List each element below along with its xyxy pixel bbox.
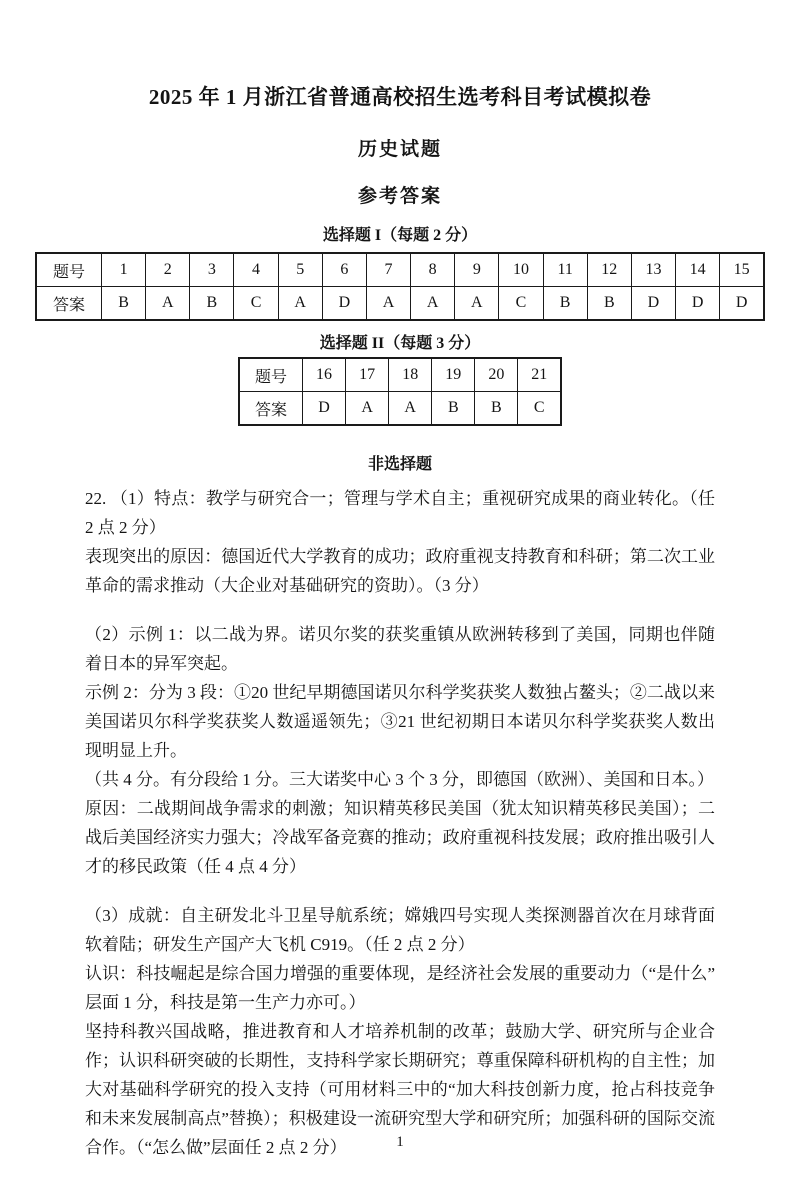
answer-cell: A (411, 287, 455, 321)
answer-cell: C (499, 287, 543, 321)
answer-cell: C (518, 392, 561, 426)
answer-cell: D (676, 287, 720, 321)
answer-cell: D (322, 287, 366, 321)
answer-paragraph: （3）成就：自主研发北斗卫星导航系统；嫦娥四号实现人类探测器首次在月球背面软着陆；研发生产国产大飞机 C919。（任 2 点 2 分） (85, 906, 715, 954)
reference-answer-heading: 参考答案 (357, 186, 442, 207)
essay-answers (85, 484, 715, 1162)
answer-cell: A (455, 287, 499, 321)
paragraph-gap (85, 600, 715, 620)
row-header-cell: 题号 (239, 358, 303, 392)
question-number-cell: 12 (587, 253, 631, 287)
row-header-cell: 答案 (36, 287, 102, 321)
answer-cell: B (543, 287, 587, 321)
question-number-cell: 4 (234, 253, 278, 287)
answer-paragraph: （共 4 分。有分段给 1 分。三大诺奖中心 3 个 3 分，即德国（欧洲）、美国和日本。） (85, 770, 714, 789)
question-number-row (36, 253, 764, 287)
answer-paragraph: 表现突出的原因：德国近代大学教育的成功；政府重视支持教育和科研；第二次工业革命的需求推动（大企业对基础研究的资助）。（3 分） (85, 547, 715, 595)
answer-paragraph: 坚持科教兴国战略，推进教育和人才培养机制的改革；鼓励大学、研究所与企业合作；认识科研突破的长期性，支持科学家长期研究；尊重保障科研机构的自主性；加大对基础科学研究的投入支持（可用材料三中的“加大科技创新力度，抢占科技竞争和未来发展制高点”替换）；积极建设一流研究型大学和研究所；加强科研的国际交流合作。（“怎么做”层面任 2 点 2 分） (85, 1022, 715, 1157)
page-title: 2025 年 1 月浙江省普通高校招生选考科目考试模拟卷 (148, 85, 652, 109)
question-number-cell: 8 (411, 253, 455, 287)
paragraph-gap (85, 881, 715, 901)
choice2-answer-table (238, 357, 562, 426)
question-number-cell: 13 (631, 253, 675, 287)
page-number: 1 (396, 1134, 404, 1150)
question-number-cell: 20 (475, 358, 518, 392)
answer-cell: B (102, 287, 146, 321)
answer-cell: B (190, 287, 234, 321)
question-number-cell: 3 (190, 253, 234, 287)
answer-row (36, 287, 764, 321)
answer-cell: D (303, 392, 346, 426)
question-number-cell: 11 (543, 253, 587, 287)
answer-cell: D (631, 287, 675, 321)
question-number-cell: 10 (499, 253, 543, 287)
question-number-row (239, 358, 561, 392)
row-header-cell: 答案 (239, 392, 303, 426)
question-number-cell: 16 (303, 358, 346, 392)
answer-paragraph: （2）示例 1：以二战为界。诺贝尔奖的获奖重镇从欧洲转移到了美国，同期也伴随着日本的异军突起。 (85, 625, 715, 673)
choice2-heading: 选择题 II（每题 3 分） (319, 335, 481, 352)
row-header-cell: 题号 (36, 253, 102, 287)
answer-cell: B (587, 287, 631, 321)
choice1-heading: 选择题 I（每题 2 分） (322, 227, 478, 244)
question-number-cell: 17 (346, 358, 389, 392)
answer-cell: C (234, 287, 278, 321)
question-number-cell: 2 (146, 253, 190, 287)
subject-title: 历史试题 (357, 139, 442, 160)
answer-paragraph: 认识：科技崛起是综合国力增强的重要体现，是经济社会发展的重要动力（“是什么”层面 1 分，科技是第一生产力亦可。） (85, 964, 715, 1012)
question-number-cell: 7 (366, 253, 410, 287)
question-number-cell: 18 (389, 358, 432, 392)
question-number-cell: 5 (278, 253, 322, 287)
question-number-cell: 21 (518, 358, 561, 392)
question-number-cell: 6 (322, 253, 366, 287)
essay-heading: 非选择题 (367, 456, 432, 473)
answer-cell: A (389, 392, 432, 426)
question-number-cell: 19 (432, 358, 475, 392)
answer-cell: A (146, 287, 190, 321)
choice1-answer-table (35, 252, 765, 321)
question-number-cell: 1 (102, 253, 146, 287)
answer-cell: B (432, 392, 475, 426)
answer-paragraph: 原因：二战期间战争需求的刺激；知识精英移民美国（犹太知识精英移民美国）；二战后美国经济实力强大；冷战军备竞赛的推动；政府重视科技发展；政府推出吸引人才的移民政策（任 4 点 4 分） (85, 799, 715, 876)
answer-cell: D (720, 287, 764, 321)
answer-paragraph: 示例 2：分为 3 段：①20 世纪早期德国诺贝尔科学奖获奖人数独占鳌头；②二战以来美国诺贝尔科学奖获奖人数遥遥领先；③21 世纪初期日本诺贝尔科学奖获奖人数出现明显上升。 (85, 683, 715, 760)
question-number-cell: 9 (455, 253, 499, 287)
answer-cell: B (475, 392, 518, 426)
question-number-cell: 14 (676, 253, 720, 287)
answer-row (239, 392, 561, 426)
answer-cell: A (278, 287, 322, 321)
answer-cell: A (346, 392, 389, 426)
answer-cell: A (366, 287, 410, 321)
question-number-cell: 15 (720, 253, 764, 287)
answer-paragraph: 22. （1）特点：教学与研究合一；管理与学术自主；重视研究成果的商业转化。（任 2 点 2 分） (85, 489, 715, 537)
